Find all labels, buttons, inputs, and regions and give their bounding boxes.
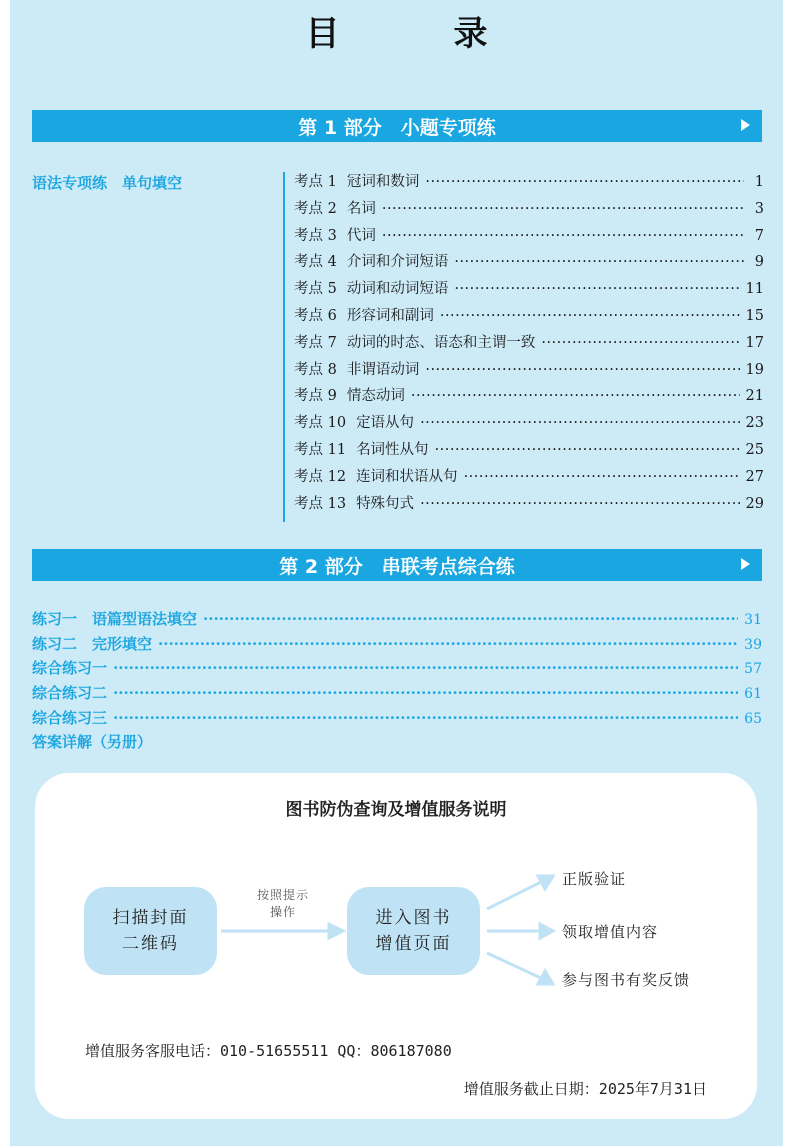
toc-entry[interactable]: 考点 10 定语从句 ····· 23 [294,411,764,438]
toc-entry[interactable]: 考点 1 冠词和数词 ····· 1 [294,170,764,197]
leader-dots [425,362,739,378]
toc-entry[interactable]: 考点 8 非谓语动词 ····· 19 [294,358,764,385]
leader-dots [435,442,740,458]
leader-dots [464,469,740,485]
leader-dots [113,684,738,702]
part1-header-bar [32,110,762,142]
follow-prompt-hint: 按照提示 操作 [256,888,309,919]
part2-toc-list [32,608,762,756]
arrowhead [538,876,553,889]
leader-dots [382,201,744,217]
leader-dots [454,254,744,270]
leader-dots [411,388,740,404]
toc-entry[interactable]: 考点 7 动词的时态、语态和主谓一致 ····· 17 [294,331,764,358]
leader-dots [454,281,739,297]
play-arrow-icon [741,558,750,570]
leader-dots [425,174,744,190]
part2-header-bar [32,549,762,581]
part2-heading: 第 2 部分 串联考点综合练 [279,555,515,578]
toc-entry[interactable]: 考点 12 连词和状语从句 ····· 27 [294,465,764,492]
outcome-feedback: 参与图书有奖反馈 [562,971,691,989]
toc-entry[interactable]: 综合练习三 ····· 65 [32,707,762,732]
leader-dots [382,228,744,244]
leader-dots [420,496,739,512]
service-info-card [35,773,757,1119]
scan-cover-qr-box: 扫描封面 二维码 [84,887,217,975]
page-title: 目 录 [305,14,528,54]
outcome-get-content: 领取增值内容 [562,923,659,941]
leader-dots [420,415,739,431]
arrow-line [487,881,543,909]
toc-entry[interactable]: 考点 6 形容词和副词 ····· 15 [294,304,764,331]
toc-entry[interactable]: 考点 11 名词性从句 ····· 25 [294,438,764,465]
leader-dots [113,709,738,727]
toc-entry-answers[interactable]: 答案详解（另册） [32,733,153,752]
toc-entry[interactable]: 练习二 完形填空 ····· 39 [32,633,762,658]
toc-entry[interactable]: 考点 13 特殊句式 ····· 29 [294,492,764,519]
play-arrow-icon [741,119,750,131]
part1-toc-list [294,170,764,518]
leader-dots [158,635,738,653]
arrow-line [487,953,543,979]
leader-dots [440,308,740,324]
toc-entry[interactable]: 考点 9 情态动词 ····· 21 [294,384,764,411]
toc-entry[interactable]: 综合练习二 ····· 61 [32,682,762,707]
arrowhead [329,924,343,938]
arrowhead [540,924,553,938]
service-deadline: 增值服务截止日期：2025年7月31日 [463,1080,707,1098]
toc-entry[interactable]: 考点 3 代词 ····· 7 [294,224,764,251]
outcome-genuine-check: 正版验证 [562,870,627,888]
page [10,0,783,1146]
divider [283,172,285,522]
toc-entry[interactable]: 练习一 语篇型语法填空 ····· 31 [32,608,762,633]
card-title: 图书防伪查询及增值服务说明 [285,800,507,820]
part1-heading: 第 1 部分 小题专项练 [298,116,496,139]
toc-entry[interactable]: 综合练习一 ····· 57 [32,657,762,682]
section-label: 语法专项练 单句填空 [32,174,183,192]
leader-dots [203,610,738,628]
toc-entry[interactable]: 考点 5 动词和动词短语 ····· 11 [294,277,764,304]
service-contact: 增值服务客服电话：010-51655511 QQ：806187080 [85,1042,452,1060]
toc-entry[interactable]: 考点 4 介词和介词短语 ····· 9 [294,250,764,277]
leader-dots [113,659,738,677]
toc-entry[interactable]: 考点 2 名词 ····· 3 [294,197,764,224]
leader-dots [541,335,739,351]
arrowhead [538,971,553,984]
value-added-page-box: 进入图书 增值页面 [347,887,480,975]
